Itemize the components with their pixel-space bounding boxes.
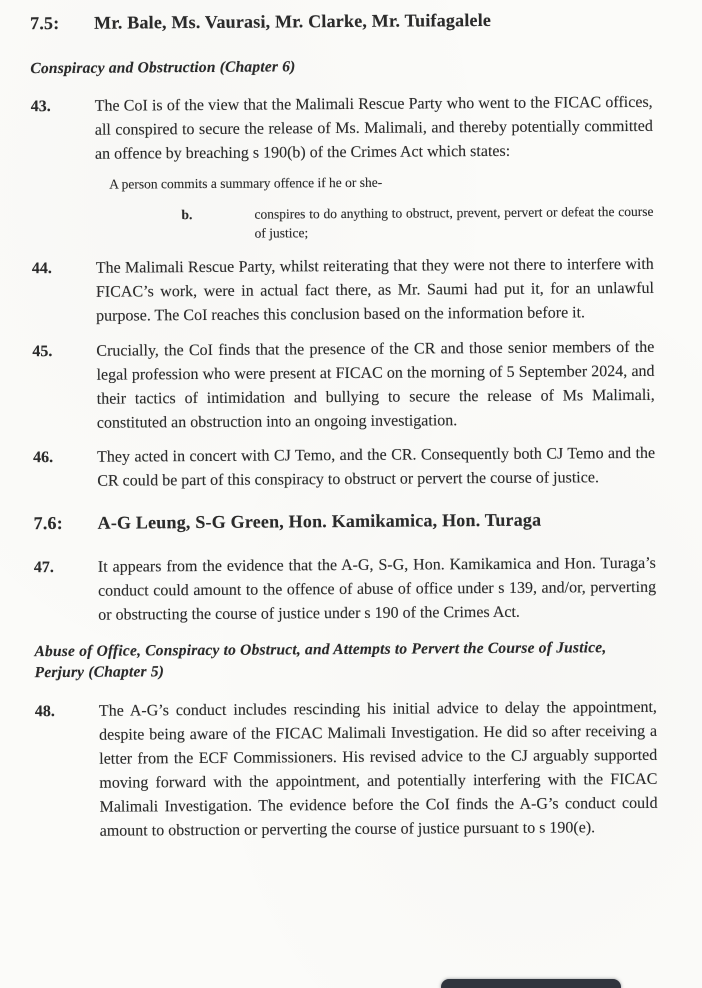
paragraph-44: [32, 253, 654, 329]
paragraph-text: They acted in concert with CJ Temo, and the CR. Consequently both CJ Temo and the CR could be part of this conspiracy to obstruct or pervert the course of justice.: [97, 444, 656, 490]
section-title: A-G Leung, S-G Green, Hon. Kamikamica, Hon. Turaga: [97, 509, 542, 533]
paragraph-number: 46.: [33, 449, 54, 467]
paragraph-number: 43.: [30, 98, 51, 116]
paragraph-43: [31, 91, 653, 167]
paragraph-text: Crucially, the CoI finds that the presence of the CR and those senior members of the legal profession who were present at FICAC on the morning of 5 September 2024, and their tactics of intimidation and bullying to secure the release of Ms Malimali, constituted an obstruction into an ongoing investigation.: [96, 338, 655, 432]
paragraph-text: It appears from the evidence that the A-G, S-G, Hon. Kamikamica and Hon. Turaga’s conduct could amount to the offence of abuse of office under s 139, and/or, perverting or obstructing the course of justice under s 190 of the Crimes Act.: [97, 554, 657, 624]
quote-item-label: b.: [181, 207, 193, 223]
section-number: 7.5:: [30, 12, 60, 34]
paragraph-number: 48.: [34, 703, 55, 721]
paragraph-number: 45.: [32, 343, 53, 361]
paragraph-text: The Malimali Rescue Party, whilst reiterating that they were not there to interfere with FICAC’s work, were in actual fact there, as Mr. Saumi had put it, for an unlawful purpose. The CoI reaches this conclusion based on the information before it.: [95, 255, 655, 325]
paragraph-45: [32, 336, 655, 436]
statute-quote-item-b: [181, 202, 653, 243]
paragraph-48: [35, 696, 658, 844]
paragraph-46: [33, 442, 655, 494]
section-title: Mr. Bale, Ms. Vaurasi, Mr. Clarke, Mr. Tuifagalele: [94, 9, 492, 33]
section-heading-7-5: [30, 8, 652, 34]
paragraph-47: [34, 552, 656, 628]
chapter-heading-abuse-of-office: Abuse of Office, Conspiracy to Obstruct, and Attempts to Pervert the Course of Justice, Perjury (Chapter 5): [34, 639, 607, 682]
paragraph-text: The A-G’s conduct includes rescinding his initial advice to delay the appointment, despite being aware of the FICAC Malimali Investigation. He did so after receiving a letter from the ECF Commissioners. His revised advice to the CJ arguably supported moving forward with the appointment, and potentially interfering with the FICAC Malimali Investigation. The evidence before the CoI finds the A-G’s conduct could amount to obstruction or perverting the course of justice pursuant to s 190(e).: [98, 698, 658, 840]
page-content: [30, 8, 658, 844]
paragraph-number: 47.: [33, 559, 54, 577]
chapter-heading-conspiracy-obstruction: Conspiracy and Obstruction (Chapter 6): [30, 58, 296, 78]
section-heading-7-6: [33, 508, 655, 534]
section-number: 7.6:: [33, 512, 63, 534]
paragraph-text: The CoI is of the view that the Malimali Rescue Party who went to the FICAC offices, all conspired to secure the release of Ms. Malimali, and thereby potentially committed an offence by breaching s 190(b) of the Crimes Act which states:: [94, 93, 653, 163]
quote-item-text: conspires to do anything to obstruct, prevent, pervert or defeat the course of justice;: [254, 203, 654, 241]
paragraph-number: 44.: [31, 260, 52, 278]
statute-quote-intro: A person commits a summary offence if he or she-: [109, 174, 383, 192]
bottom-bar: [441, 979, 621, 988]
